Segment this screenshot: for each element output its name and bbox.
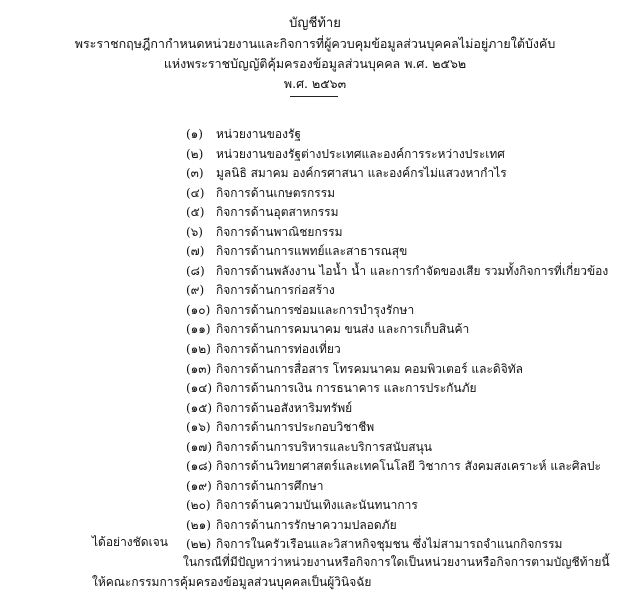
list-item-number: (๗) <box>186 244 205 259</box>
list-item-text: กิจการด้านการเงิน การธนาคาร และการประกันภัย <box>216 381 477 396</box>
list-item-number: (๙) <box>186 283 205 298</box>
list-item-number: (๒๒) <box>186 537 212 552</box>
list-item-text: หน่วยงานของรัฐ <box>216 127 302 141</box>
list-item <box>186 223 606 243</box>
list-item-text: กิจการด้านการคมนาคม ขนส่ง และการเก็บสินค้า <box>216 322 470 337</box>
list-item-text: กิจการด้านพาณิชยกรรม <box>216 224 343 239</box>
list-item-number: (๓) <box>186 166 204 181</box>
list-item-text: กิจการด้านการรักษาความปลอดภัย <box>216 517 397 532</box>
list-item-number: (๕) <box>186 205 205 220</box>
list-item-text: กิจการด้านการสื่อสาร โทรคมนาคม คอมพิวเตอร์ และดิจิทัล <box>216 361 523 376</box>
list-item <box>186 164 606 184</box>
list-item-number: (๒๐) <box>186 498 211 513</box>
list-item-number: (๑๐) <box>186 302 211 317</box>
list-item-number: (๒) <box>186 146 204 161</box>
list-item-text: กิจการด้านการซ่อมและการบำรุงรักษา <box>216 302 415 317</box>
list-item-number: (๑๑) <box>186 322 211 337</box>
list-item <box>186 125 606 145</box>
decree-title-line-1: พระราชกฤษฎีกากำหนดหน่วยงานและกิจการที่ผู้ควบคุมข้อมูลส่วนบุคคลไม่อยู่ภายใต้บังคับ <box>74 36 556 51</box>
list-item <box>186 477 606 497</box>
paragraph-line-2: ให้คณะกรรมการคุ้มครองข้อมูลส่วนบุคคลเป็นผู้วินิจฉัย <box>92 575 372 589</box>
list-item-number: (๑๖) <box>186 420 211 435</box>
list-item <box>186 457 606 477</box>
header-divider <box>290 96 338 97</box>
list-item-number: (๑) <box>186 127 203 141</box>
list-item <box>186 340 606 360</box>
list-item <box>186 496 606 516</box>
list-item <box>186 379 606 399</box>
list-item-number: (๑๘) <box>186 459 213 474</box>
list-item-text: กิจการด้านการก่อสร้าง <box>216 283 335 298</box>
list-item-text: กิจการด้านอุตสาหกรรม <box>216 205 339 220</box>
list-item-text: กิจการด้านวิทยาศาสตร์และเทคโนโลยี วิชาการ สังคมสงเคราะห์ และศิลปะ <box>216 459 601 474</box>
list-item-number: (๑๓) <box>186 361 212 376</box>
list-continuation: ได้อย่างชัดเจน <box>92 535 168 549</box>
list-item-number: (๘) <box>186 263 205 278</box>
list-item <box>186 320 606 340</box>
list-item <box>186 516 606 536</box>
exemption-list <box>186 125 609 555</box>
list-item <box>186 301 606 321</box>
list-item-text: กิจการด้านเกษตรกรรม <box>216 185 336 200</box>
list-item-text: กิจการในครัวเรือนและวิสาหกิจชุมชน ซึ่งไม่สามารถจำแนกกิจกรรม <box>216 537 563 552</box>
list-item-number: (๔) <box>186 185 205 200</box>
list-item-text: กิจการด้านพลังงาน ไอน้ำ น้ำ และการกำจัดของเสีย รวมทั้งกิจการที่เกี่ยวข้อง <box>216 263 609 278</box>
list-item <box>186 145 606 165</box>
list-item-number: (๑๙) <box>186 478 212 493</box>
list-item-text: กิจการด้านการแพทย์และสาธารณสุข <box>216 244 408 259</box>
list-item-number: (๑๒) <box>186 342 211 357</box>
list-item-text: หน่วยงานของรัฐต่างประเทศและองค์การระหว่างประเทศ <box>216 146 505 161</box>
list-item-number: (๖) <box>186 224 203 239</box>
list-item-text: มูลนิธิ สมาคม องค์กรศาสนา และองค์กรไม่แสวงหากำไร <box>216 166 507 181</box>
list-item-text: กิจการด้านความบันเทิงและนันทนาการ <box>216 498 418 513</box>
list-item-number: (๒๑) <box>186 517 211 532</box>
list-item <box>186 203 606 223</box>
paragraph-line-1: ในกรณีที่มีปัญหาว่าหน่วยงานหรือกิจการใดเป็นหน่วยงานหรือกิจการตามบัญชีท้ายนี้ <box>183 555 610 569</box>
list-item <box>186 399 606 419</box>
list-item <box>186 184 606 204</box>
document-header <box>0 14 630 94</box>
list-item <box>186 418 606 438</box>
decree-title-line-2: แห่งพระราชบัญญัติคุ้มครองข้อมูลส่วนบุคคล พ.ศ. ๒๕๖๒ <box>163 56 467 71</box>
document-title: บัญชีท้าย <box>289 16 341 31</box>
list-item <box>186 360 606 380</box>
list-item <box>186 438 606 458</box>
list-item <box>186 262 609 282</box>
list-item-text: กิจการด้านการท่องเที่ยว <box>216 342 341 357</box>
list-item-number: (๑๕) <box>186 400 213 415</box>
list-item-text: กิจการด้านการประกอบวิชาชีพ <box>216 420 375 435</box>
list-item-text: กิจการด้านการศึกษา <box>216 478 324 493</box>
list-item-text: กิจการด้านการบริหารและบริการสนับสนุน <box>216 439 433 454</box>
list-item <box>186 242 606 262</box>
list-item <box>186 281 606 301</box>
list-item-text: กิจการด้านอสังหาริมทรัพย์ <box>216 400 353 415</box>
list-item-number: (๑๗) <box>186 439 213 454</box>
decree-year: พ.ศ. ๒๕๖๓ <box>283 76 347 91</box>
list-item-number: (๑๔) <box>186 381 213 396</box>
